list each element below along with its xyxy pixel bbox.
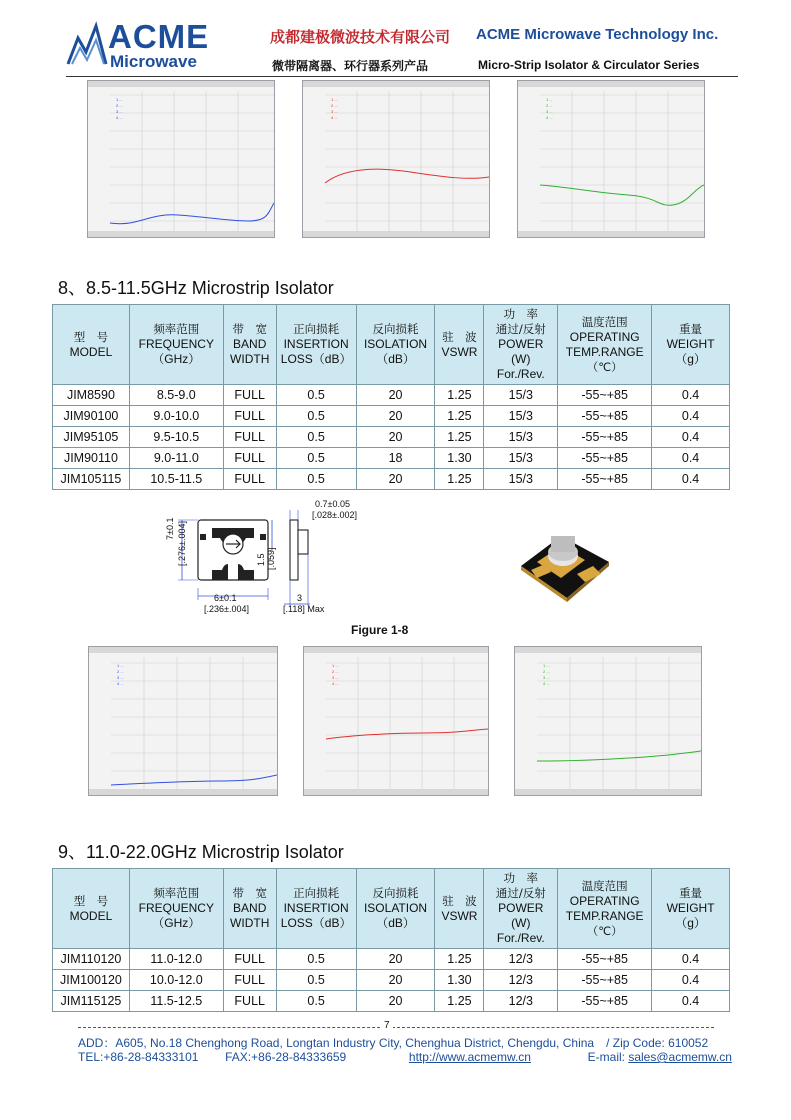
cell-frequency: 11.0-12.0 — [129, 949, 223, 970]
svg-text:1 ...: 1 ... — [546, 97, 553, 102]
isolation-trace-2 — [515, 647, 701, 795]
header-weight: 重量 WEIGHT （g） — [652, 305, 730, 385]
cell-bandwidth: FULL — [223, 469, 276, 490]
dimension-center-inch: [.059] — [266, 547, 276, 570]
table-row — [53, 970, 730, 991]
vswr-trace-2 — [89, 647, 277, 795]
header-model: 型 号 MODEL — [53, 869, 130, 949]
svg-text:4 ...: 4 ... — [116, 115, 123, 120]
cell-weight: 0.4 — [652, 469, 730, 490]
cell-weight: 0.4 — [652, 427, 730, 448]
cell-model: JIM90110 — [53, 448, 130, 469]
svg-text:4 ...: 4 ... — [117, 681, 124, 686]
svg-text:4 ...: 4 ... — [331, 115, 338, 120]
svg-text:1 ...: 1 ... — [117, 663, 124, 668]
cell-temp: -55~+85 — [558, 949, 652, 970]
cell-frequency: 10.5-11.5 — [129, 469, 223, 490]
cell-insertion: 0.5 — [276, 427, 356, 448]
cell-frequency: 11.5-12.5 — [129, 991, 223, 1012]
cell-vswr: 1.25 — [435, 406, 484, 427]
logo-subword: Microwave — [110, 52, 197, 71]
svg-text:2 ...: 2 ... — [543, 669, 550, 674]
svg-text:4 ...: 4 ... — [546, 115, 553, 120]
logo-mark-icon — [66, 18, 108, 74]
table-row — [53, 469, 730, 490]
header-temperature: 温度范围 OPERATING TEMP.RANGE （℃） — [558, 869, 652, 949]
header-frequency: 频率范围 FREQUENCY （GHz） — [129, 305, 223, 385]
header-power: 功 率 通过/反射 POWER (W) For./Rev. — [484, 305, 558, 385]
cell-insertion: 0.5 — [276, 991, 356, 1012]
cell-weight: 0.4 — [652, 406, 730, 427]
cell-isolation: 20 — [356, 949, 435, 970]
header-insertion-loss: 正向损耗 INSERTION LOSS（dB） — [276, 305, 356, 385]
header-temperature: 温度范围 OPERATING TEMP.RANGE （℃） — [558, 305, 652, 385]
cell-bandwidth: FULL — [223, 991, 276, 1012]
cell-model: JIM115125 — [53, 991, 130, 1012]
footer-fax: FAX:+86-28-84333659 — [225, 1050, 347, 1064]
cell-power: 12/3 — [484, 949, 558, 970]
cell-isolation: 20 — [356, 427, 435, 448]
table-header-row — [53, 869, 730, 949]
cell-vswr: 1.25 — [435, 427, 484, 448]
cell-temp: -55~+85 — [558, 385, 652, 406]
cell-frequency: 8.5-9.0 — [129, 385, 223, 406]
cell-vswr: 1.25 — [435, 991, 484, 1012]
cell-power: 12/3 — [484, 970, 558, 991]
cell-isolation: 20 — [356, 991, 435, 1012]
svg-text:4 ...: 4 ... — [543, 681, 550, 686]
dimension-thickness-inch: [.028±.002] — [312, 510, 357, 520]
svg-text:3 ...: 3 ... — [331, 109, 338, 114]
cell-vswr: 1.25 — [435, 949, 484, 970]
svg-text:3 ...: 3 ... — [117, 675, 124, 680]
section-9-spec-table — [52, 868, 730, 1012]
header-frequency: 频率范围 FREQUENCY （GHz） — [129, 869, 223, 949]
header-model: 型 号 MODEL — [53, 305, 130, 385]
table-row — [53, 385, 730, 406]
cell-insertion: 0.5 — [276, 448, 356, 469]
cell-model: JIM105115 — [53, 469, 130, 490]
company-name-cn: 成都建极微波技术有限公司 — [270, 28, 451, 46]
svg-text:2 ...: 2 ... — [116, 103, 123, 108]
cell-isolation: 20 — [356, 469, 435, 490]
svg-text:1 ...: 1 ... — [116, 97, 123, 102]
insertion-loss-trace — [303, 81, 489, 237]
page-number: 7 — [381, 1020, 393, 1031]
header-bandwidth: 带 宽 BAND WIDTH — [223, 869, 276, 949]
svg-text:3 ...: 3 ... — [332, 675, 339, 680]
analyzer-plot-insertion-loss — [302, 80, 490, 238]
cell-bandwidth: FULL — [223, 949, 276, 970]
table-row — [53, 448, 730, 469]
cell-insertion: 0.5 — [276, 970, 356, 991]
cell-weight: 0.4 — [652, 970, 730, 991]
cell-bandwidth: FULL — [223, 385, 276, 406]
dimension-width: 6±0.1 — [214, 593, 237, 603]
analyzer-plot-isolation — [517, 80, 705, 238]
cell-power: 12/3 — [484, 991, 558, 1012]
cell-temp: -55~+85 — [558, 448, 652, 469]
svg-text:2 ...: 2 ... — [331, 103, 338, 108]
section-8-spec-table — [52, 304, 730, 490]
cell-insertion: 0.5 — [276, 406, 356, 427]
cell-frequency: 10.0-12.0 — [129, 970, 223, 991]
table-row — [53, 406, 730, 427]
cell-isolation: 20 — [356, 385, 435, 406]
header-isolation: 反向损耗 ISOLATION （dB） — [356, 869, 435, 949]
analyzer-plot-vswr-2 — [88, 646, 278, 796]
table-header-row — [53, 305, 730, 385]
cell-temp: -55~+85 — [558, 469, 652, 490]
cell-model: JIM8590 — [53, 385, 130, 406]
company-name-en: ACME Microwave Technology Inc. — [476, 26, 719, 43]
cell-vswr: 1.30 — [435, 448, 484, 469]
cell-insertion: 0.5 — [276, 385, 356, 406]
cell-frequency: 9.0-10.0 — [129, 406, 223, 427]
header-isolation: 反向损耗 ISOLATION （dB） — [356, 305, 435, 385]
header-vswr: 驻 波 VSWR — [435, 869, 484, 949]
header-power: 功 率 通过/反射 POWER (W) For./Rev. — [484, 869, 558, 949]
header-divider — [66, 76, 738, 77]
dimension-max: 3 — [297, 593, 303, 603]
cell-model: JIM110120 — [53, 949, 130, 970]
section-8-title: 8、8.5-11.5GHz Microstrip Isolator — [58, 278, 334, 298]
cell-model: JIM95105 — [53, 427, 130, 448]
series-name-en: Micro-Strip Isolator & Circulator Series — [478, 58, 700, 72]
cell-insertion: 0.5 — [276, 469, 356, 490]
cell-bandwidth: FULL — [223, 970, 276, 991]
cell-weight: 0.4 — [652, 991, 730, 1012]
footer-tel: TEL:+86-28-84333101 — [78, 1050, 199, 1064]
header-weight: 重量 WEIGHT （g） — [652, 869, 730, 949]
cell-power: 15/3 — [484, 427, 558, 448]
dimension-width-inch: [.236±.004] — [204, 604, 249, 614]
cell-bandwidth: FULL — [223, 406, 276, 427]
header-insertion-loss: 正向损耗 INSERTION LOSS（dB） — [276, 869, 356, 949]
cell-bandwidth: FULL — [223, 448, 276, 469]
cell-model: JIM100120 — [53, 970, 130, 991]
email-label: E-mail: — [587, 1050, 629, 1064]
cell-power: 15/3 — [484, 469, 558, 490]
table-row — [53, 427, 730, 448]
isolation-trace — [518, 81, 704, 237]
vswr-trace — [88, 81, 274, 237]
header-vswr: 驻 波 VSWR — [435, 305, 484, 385]
analyzer-plot-vswr — [87, 80, 275, 238]
cell-temp: -55~+85 — [558, 406, 652, 427]
cell-frequency: 9.5-10.5 — [129, 427, 223, 448]
svg-text:4 ...: 4 ... — [332, 681, 339, 686]
insertion-loss-trace-2 — [304, 647, 488, 795]
svg-text:2 ...: 2 ... — [546, 103, 553, 108]
svg-text:1 ...: 1 ... — [331, 97, 338, 102]
svg-text:1 ...: 1 ... — [543, 663, 550, 668]
isolator-product-photo — [515, 522, 615, 604]
cell-vswr: 1.30 — [435, 970, 484, 991]
cell-vswr: 1.25 — [435, 385, 484, 406]
series-name-cn: 微带隔离器、环行器系列产品 — [272, 59, 429, 73]
cell-temp: -55~+85 — [558, 991, 652, 1012]
cell-vswr: 1.25 — [435, 469, 484, 490]
svg-text:3 ...: 3 ... — [546, 109, 553, 114]
cell-bandwidth: FULL — [223, 427, 276, 448]
cell-temp: -55~+85 — [558, 970, 652, 991]
cell-frequency: 9.0-11.0 — [129, 448, 223, 469]
table-row — [53, 991, 730, 1012]
cell-isolation: 18 — [356, 448, 435, 469]
svg-text:1 ...: 1 ... — [332, 663, 339, 668]
cell-weight: 0.4 — [652, 949, 730, 970]
dimension-thickness: 0.7±0.05 — [315, 499, 350, 509]
cell-weight: 0.4 — [652, 448, 730, 469]
cell-power: 15/3 — [484, 448, 558, 469]
footer-address: ADD：A605, No.18 Chenghong Road, Longtan Industry City, Chenghua District, Chengdu, China / Zip Code: 610052 — [78, 1036, 709, 1050]
footer-contacts — [78, 1050, 732, 1064]
cell-power: 15/3 — [484, 385, 558, 406]
dimension-height-inch: [.276±.004] — [177, 521, 187, 566]
cell-weight: 0.4 — [652, 385, 730, 406]
analyzer-plot-insertion-loss-2 — [303, 646, 489, 796]
email-link[interactable]: sales@acmemw.cn — [628, 1050, 732, 1064]
dimension-center: 1.5 — [256, 553, 266, 566]
figure-caption: Figure 1-8 — [351, 623, 409, 637]
table-row — [53, 949, 730, 970]
svg-text:2 ...: 2 ... — [332, 669, 339, 674]
cell-isolation: 20 — [356, 970, 435, 991]
logo-word: ACME — [108, 18, 210, 55]
footer-divider — [78, 1027, 714, 1028]
cell-model: JIM90100 — [53, 406, 130, 427]
cell-isolation: 20 — [356, 406, 435, 427]
dimension-height: 7±0.1 — [165, 517, 175, 540]
cell-power: 15/3 — [484, 406, 558, 427]
svg-text:3 ...: 3 ... — [116, 109, 123, 114]
svg-text:2 ...: 2 ... — [117, 669, 124, 674]
website-link[interactable]: http://www.acmemw.cn — [408, 1050, 531, 1064]
analyzer-plot-isolation-2 — [514, 646, 702, 796]
cell-insertion: 0.5 — [276, 949, 356, 970]
header-bandwidth: 带 宽 BAND WIDTH — [223, 305, 276, 385]
svg-text:3 ...: 3 ... — [543, 675, 550, 680]
cell-temp: -55~+85 — [558, 427, 652, 448]
section-9-title: 9、11.0-22.0GHz Microstrip Isolator — [58, 842, 344, 862]
dimension-max-inch: [.118] Max — [283, 604, 325, 614]
